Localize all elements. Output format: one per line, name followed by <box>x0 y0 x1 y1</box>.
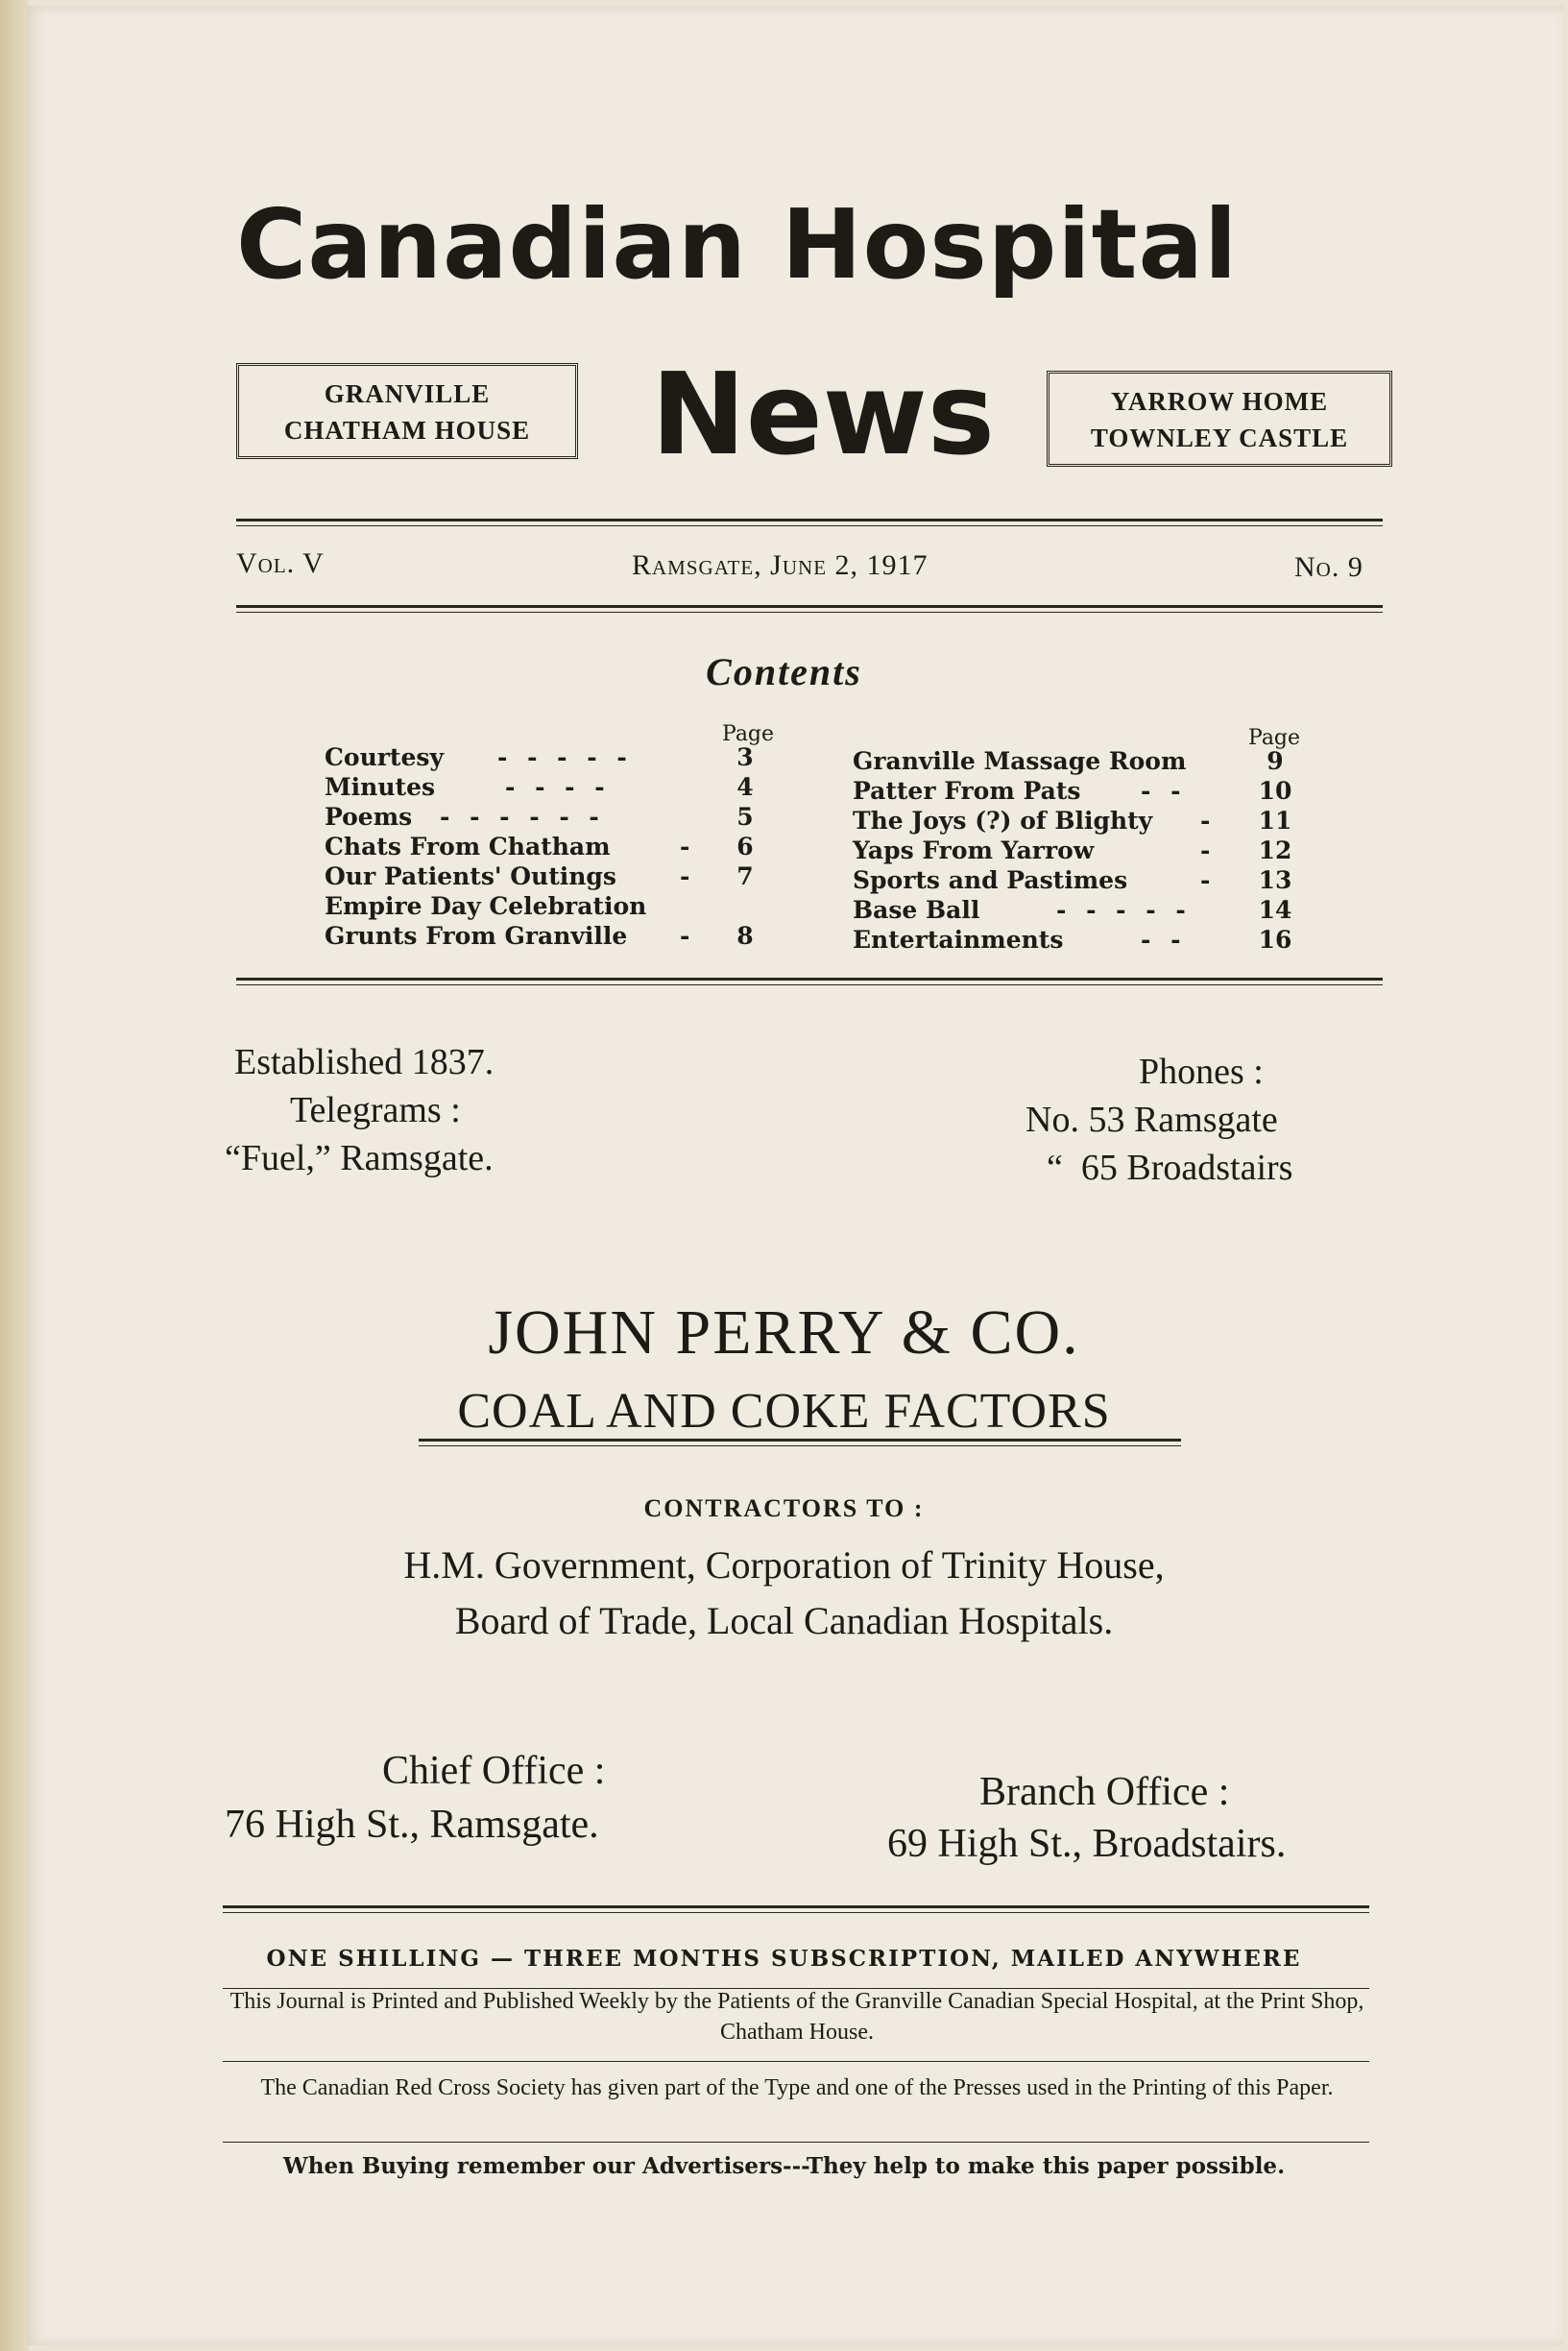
volume-number: Vol. V <box>236 547 325 579</box>
toc-label: Grunts From Granville <box>325 922 628 950</box>
phones-label: Phones : <box>1139 1052 1264 1092</box>
toc-leader: - <box>680 833 696 860</box>
toc-page: 7 <box>736 862 754 890</box>
toc-page: 8 <box>736 922 754 950</box>
masthead-title: Canadian Hospital <box>236 188 1239 301</box>
page-edge <box>0 0 29 2351</box>
toc-page: 10 <box>1258 777 1292 805</box>
right-location-line: TOWNLEY CASTLE <box>1090 424 1349 452</box>
toc-leader: - - - - - - <box>440 803 605 831</box>
telegrams-label: Telegrams : <box>290 1090 461 1130</box>
toc-label: Empire Day Celebration <box>325 892 647 920</box>
footer-rule <box>223 2061 1369 2062</box>
chief-office-address: 76 High St., Ramsgate. <box>225 1803 599 1847</box>
page-column-header: Page <box>1248 726 1301 750</box>
left-location-box <box>236 363 578 459</box>
trade-rule <box>419 1439 1181 1446</box>
issue-number: No. 9 <box>1294 551 1363 583</box>
clients-line: Board of Trade, Local Canadian Hospitals. <box>454 1599 1114 1642</box>
phone-broadstairs: “ 65 Broadstairs <box>1047 1148 1293 1188</box>
toc-page: 6 <box>736 833 754 860</box>
toc-label: Chats From Chatham <box>325 833 611 860</box>
contents-rule <box>236 978 1383 985</box>
advertisers-note: When Buying remember our Advertisers---They help to make this paper possible. <box>282 2153 1286 2179</box>
left-location-line: GRANVILLE <box>324 379 491 408</box>
contractors-heading: CONTRACTORS TO : <box>643 1494 925 1522</box>
toc-label: Patter From Pats <box>853 777 1081 805</box>
toc-leader: - - - - - <box>497 743 633 771</box>
toc-page: 11 <box>1258 807 1292 835</box>
toc-label: Sports and Pastimes <box>853 866 1128 894</box>
issue-rule <box>236 605 1383 613</box>
branch-office-address: 69 High St., Broadstairs. <box>887 1822 1287 1866</box>
toc-page: 3 <box>736 743 754 771</box>
toc-leader: - - <box>1141 777 1187 805</box>
toc-label: Entertainments <box>853 926 1064 954</box>
toc-label: Poems <box>325 803 413 831</box>
toc-page: 4 <box>736 773 754 801</box>
company-name: JOHN PERRY & CO. <box>488 1297 1080 1368</box>
contents-heading: Contents <box>706 650 862 693</box>
toc-page: 5 <box>736 803 754 831</box>
subscription-notice: ONE SHILLING — THREE MONTHS SUBSCRIPTION, MAILED ANYWHERE <box>266 1946 1302 1972</box>
toc-label: Minutes <box>325 773 436 801</box>
footer-rule <box>223 2142 1369 2143</box>
company-trade: COAL AND COKE FACTORS <box>457 1384 1111 1439</box>
toc-page: 14 <box>1258 896 1292 924</box>
toc-leader: - - - - <box>505 773 611 801</box>
red-cross-note: The Canadian Red Cross Society has given part of the Type and one of the Presses used in the Printing of this Paper. <box>260 2075 1334 2100</box>
masthead-rule <box>236 519 1383 526</box>
phone-ramsgate: No. 53 Ramsgate <box>1025 1100 1278 1140</box>
clients-line: H.M. Government, Corporation of Trinity House, <box>403 1543 1165 1587</box>
footer-rule <box>223 1905 1369 1913</box>
established-year: Established 1837. <box>234 1042 495 1082</box>
right-location-line: YARROW HOME <box>1110 387 1329 416</box>
toc-page: 12 <box>1258 836 1292 864</box>
toc-label: Granville Massage Room <box>853 747 1187 775</box>
branch-office-label: Branch Office : <box>979 1770 1230 1814</box>
toc-page: 9 <box>1266 747 1284 775</box>
toc-label: Our Patients' Outings <box>325 862 616 890</box>
toc-leader: - - <box>1141 926 1187 954</box>
masthead-news: News <box>651 348 996 480</box>
telegram-address: “Fuel,” Ramsgate. <box>225 1138 494 1178</box>
toc-page: 16 <box>1258 926 1292 954</box>
toc-label: Yaps From Yarrow <box>853 836 1095 864</box>
toc-leader: - <box>1200 866 1217 894</box>
left-location-line: CHATHAM HOUSE <box>283 416 531 445</box>
chief-office-label: Chief Office : <box>382 1749 606 1793</box>
toc-label: Base Ball <box>853 896 980 924</box>
toc-leader: - <box>1200 807 1217 835</box>
toc-leader: - <box>680 922 696 950</box>
page-column-header: Page <box>722 722 775 746</box>
place-date: Ramsgate, June 2, 1917 <box>632 549 929 581</box>
right-location-box <box>1047 371 1392 467</box>
toc-leader: - - - - - <box>1056 896 1192 924</box>
toc-page: 13 <box>1258 866 1292 894</box>
toc-leader: - <box>680 862 696 890</box>
toc-label: The Joys (?) of Blighty <box>853 807 1153 835</box>
toc-leader: - <box>1200 836 1217 864</box>
toc-label: Courtesy <box>325 743 444 771</box>
publication-note: This Journal is Printed and Published Weekly by the Patients of the Granville Canadian Special Hospital, at the Print Shop, Chatham House. <box>229 1989 1364 2045</box>
